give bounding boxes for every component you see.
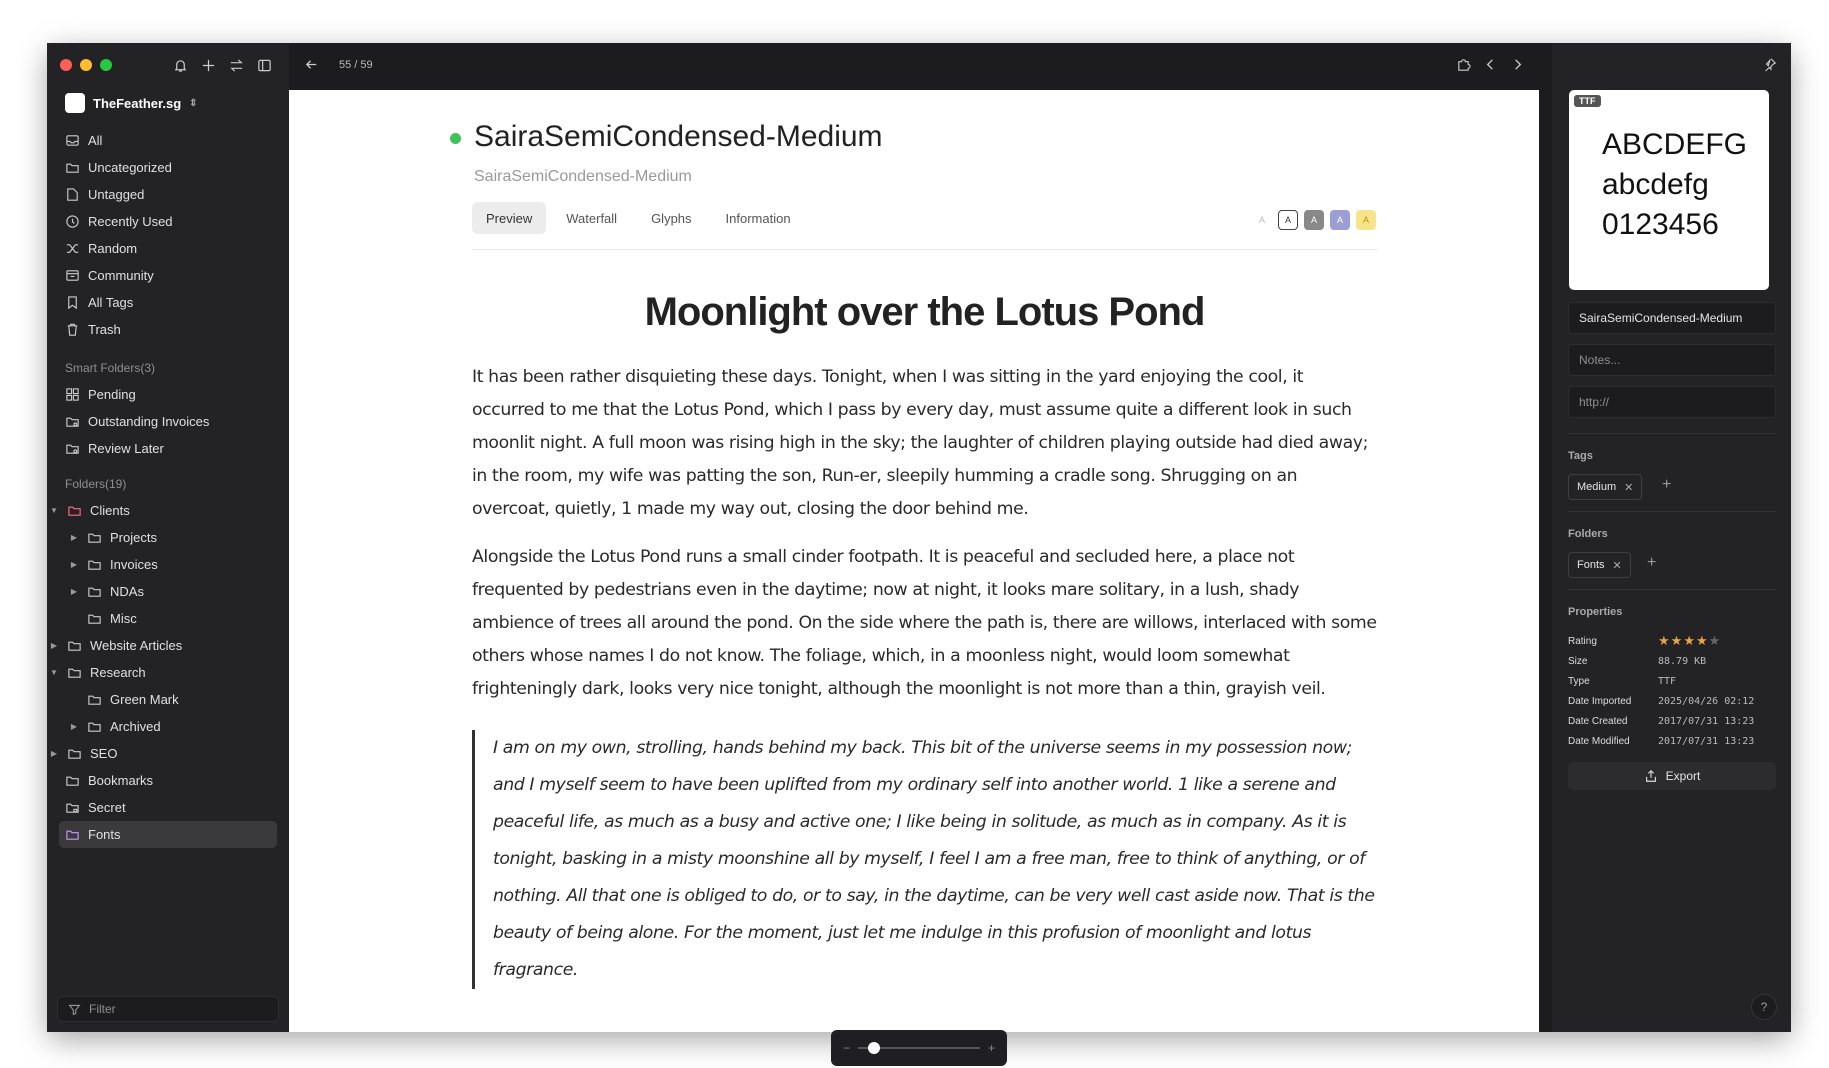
nav-community[interactable]: [59, 262, 277, 289]
nav-label: Misc: [110, 611, 137, 626]
nav-uncategorized[interactable]: [59, 154, 277, 181]
folder-icon: [65, 773, 80, 788]
nav-label: Review Later: [88, 441, 164, 456]
community-icon: [65, 268, 80, 283]
nav-label: SEO: [90, 746, 118, 761]
folder-secret[interactable]: [59, 794, 277, 821]
tag-chip-label: Medium: [1577, 481, 1617, 493]
property-key: Type: [1568, 675, 1590, 687]
nav-label: Clients: [90, 503, 130, 518]
property-row-date-imported: [1568, 691, 1776, 711]
star-filled-icon[interactable]: ★: [1658, 633, 1671, 648]
nav-label: Fonts: [88, 827, 121, 842]
nav-label: Research: [90, 665, 146, 680]
properties-list: [1568, 631, 1776, 751]
nav-label: All: [88, 133, 103, 148]
tab-preview[interactable]: Preview: [472, 202, 546, 234]
folders-nav: [50, 471, 277, 848]
property-key: Date Modified: [1568, 735, 1630, 747]
folder-icon: [67, 503, 82, 518]
minimize-window-button[interactable]: [80, 59, 92, 71]
filter-icon: [68, 1003, 81, 1016]
folder-fonts[interactable]: [59, 821, 277, 848]
tab-waterfall[interactable]: Waterfall: [566, 210, 618, 226]
folder-icon: [65, 160, 80, 175]
help-button[interactable]: ?: [1751, 994, 1777, 1020]
property-row-type: [1568, 671, 1776, 691]
locked-folder-icon: [65, 800, 80, 815]
swap-icon[interactable]: [228, 57, 244, 73]
size-slider-track[interactable]: [858, 1047, 980, 1049]
nav-recently-used[interactable]: [59, 208, 277, 235]
property-row-size: [1568, 651, 1776, 671]
folder-icon: [87, 530, 102, 545]
properties-title: Properties: [1568, 606, 1623, 618]
filter-placeholder: Filter: [89, 1002, 116, 1016]
theme-swatches: [1252, 210, 1376, 230]
folder-clients[interactable]: [49, 497, 277, 524]
status-dot: [450, 133, 461, 144]
name-field[interactable]: SairaSemiCondensed-Medium: [1568, 302, 1776, 334]
property-value: 2017/07/31 13:23: [1658, 715, 1755, 727]
chevron-left-icon[interactable]: [1483, 57, 1498, 77]
add-folder-button[interactable]: +: [1647, 554, 1657, 571]
zoom-window-button[interactable]: [100, 59, 112, 71]
folder-chip[interactable]: [1568, 552, 1631, 578]
close-icon[interactable]: ✕: [1624, 481, 1634, 494]
sidebar-toolbar: [172, 57, 272, 73]
caret-right-icon[interactable]: ▶: [70, 560, 78, 569]
caret-down-icon[interactable]: ▼: [50, 668, 58, 677]
smart-folder-icon: [65, 414, 80, 429]
tabs-divider: [472, 249, 1377, 250]
nav-trash[interactable]: [59, 316, 277, 343]
font-subtitle: SairaSemiCondensed-Medium: [474, 168, 692, 185]
folder-invoices[interactable]: [59, 551, 277, 578]
size-increase-button[interactable]: +: [987, 1041, 995, 1055]
caret-right-icon[interactable]: ▶: [70, 533, 78, 542]
nav-label: Untagged: [88, 187, 145, 202]
thumbnail-line-digits: 0123456: [1602, 208, 1719, 241]
article-heading: Moonlight over the Lotus Pond: [644, 290, 1205, 334]
bell-icon[interactable]: [172, 57, 188, 73]
folder-ndas[interactable]: [59, 578, 277, 605]
nav-label: Projects: [110, 530, 157, 545]
nav-label: Trash: [88, 322, 121, 337]
library-name: TheFeather.sg: [93, 95, 182, 111]
nav-label: Website Articles: [90, 638, 183, 653]
article-quote: I am on my own, strolling, hands behind my back. This bit of the universe seems in my possession now; and I myself seem to have been uplifted from my ordinary self into another world. 1 like a serene and peaceful life, as much as a busy and active one; I like being in solitude, as much as in company. As it is tonight, basking in a misty moonshine all by myself, I feel I am a free man, free to think of anything, or of nothing. All that one is obliged to do, or to say, in the daytime, can be very well cast aside now. That is the beauty of being alone. For the moment, just let me indulge in this profusion of moonlight and lotus fragrance.: [472, 730, 1377, 989]
toolbar-right: [1456, 57, 1525, 77]
folders-title: Folders(19): [65, 477, 127, 491]
folder-icon: [67, 665, 82, 680]
tags-title: Tags: [1568, 450, 1593, 462]
page-counter: 55 / 59: [339, 59, 373, 71]
nav-label: NDAs: [110, 584, 144, 599]
folder-projects[interactable]: [59, 524, 277, 551]
preview-content: [289, 90, 1539, 1055]
export-label: Export: [1665, 769, 1701, 783]
smart-folder-pending[interactable]: [59, 381, 277, 408]
font-thumbnail: [1569, 90, 1769, 290]
back-arrow-icon[interactable]: [304, 57, 319, 77]
folder-icon: [87, 719, 102, 734]
tab-information[interactable]: Information: [725, 210, 791, 226]
clock-icon: [65, 214, 80, 229]
tag-icon: [65, 187, 80, 202]
url-field[interactable]: http://: [1568, 386, 1776, 418]
folder-icon: [87, 557, 102, 572]
nav-untagged[interactable]: [59, 181, 277, 208]
property-key: Date Created: [1568, 715, 1628, 727]
article-paragraph-1: It has been rather disquieting these days. Tonight, when I was sitting in the yard enjoying the cool, it occurred to me that the Lotus Pond, which I pass by every day, must assume quite a different look in such moonlit night. A full moon was rising high in the sky; the laughter of children playing outside had died away; in the room, my wife was patting the son, Run-er, sleepily humming a cradle song. Shrugging on an overcoat, quietly, 1 made my way out, closing the door behind me.: [472, 367, 1369, 519]
size-slider-thumb[interactable]: [868, 1042, 880, 1054]
sample-article: [472, 290, 1377, 989]
grid-icon: [65, 387, 80, 402]
folder-icon: [65, 827, 80, 842]
inspector-panel: [1552, 43, 1791, 1032]
thumbnail-line-upper: ABCDEFG: [1602, 128, 1748, 161]
smart-folders-nav: [59, 355, 277, 462]
folder-green-mark[interactable]: [59, 686, 277, 713]
property-value: 2017/07/31 13:23: [1658, 735, 1755, 747]
property-key: Date Imported: [1568, 695, 1632, 707]
caret-right-icon[interactable]: ▶: [70, 722, 78, 731]
sidebar: [47, 43, 289, 1032]
nav-label: Uncategorized: [88, 160, 172, 175]
add-tag-button[interactable]: +: [1662, 476, 1672, 493]
folder-misc[interactable]: [59, 605, 277, 632]
format-badge: TTF: [1574, 95, 1601, 107]
nav-label: Pending: [88, 387, 136, 402]
property-row-rating: [1568, 631, 1776, 651]
tab-glyphs[interactable]: Glyphs: [651, 210, 692, 226]
nav-label: All Tags: [88, 295, 134, 310]
tag-chip[interactable]: [1568, 474, 1642, 500]
folder-icon: [67, 638, 82, 653]
property-value: TTF: [1658, 675, 1677, 687]
property-value: 2025/04/26 02:12: [1658, 695, 1755, 707]
folders-title: Folders: [1568, 528, 1608, 540]
folder-icon: [87, 692, 102, 707]
property-key: Size: [1568, 655, 1588, 667]
chevron-updown-icon: ⇕: [189, 97, 198, 109]
font-size-slider-bar: [831, 1030, 1007, 1066]
folder-icon: [67, 746, 82, 761]
swatch-yellow[interactable]: A: [1356, 210, 1376, 230]
caret-right-icon[interactable]: ▶: [50, 749, 58, 758]
property-value: 88.79 KB: [1658, 655, 1707, 667]
pin-icon[interactable]: [1763, 57, 1777, 74]
swatch-plain[interactable]: A: [1258, 215, 1265, 225]
nav-label: Outstanding Invoices: [88, 414, 210, 429]
sidebar-toggle-icon[interactable]: [256, 57, 272, 73]
property-key: Rating: [1568, 635, 1597, 647]
smart-folder-icon: [65, 441, 80, 456]
nav-label: Green Mark: [110, 692, 179, 707]
folder-bookmarks[interactable]: [59, 767, 277, 794]
shuffle-icon: [65, 241, 80, 256]
close-window-button[interactable]: [60, 59, 72, 71]
plus-icon[interactable]: [200, 57, 216, 73]
thumbnail-sample: [1602, 125, 1747, 245]
nav-label: Recently Used: [88, 214, 173, 229]
folder-website-articles[interactable]: [49, 632, 277, 659]
view-tabs: [472, 202, 805, 234]
swatch-gray[interactable]: A: [1304, 210, 1324, 230]
star-empty-icon[interactable]: ★: [1708, 633, 1722, 648]
thumbnail-line-lower: abcdefg: [1602, 168, 1709, 201]
filter-input[interactable]: [57, 996, 279, 1022]
bookmark-icon: [65, 295, 80, 310]
star-filled-icon[interactable]: ★: [1670, 633, 1684, 648]
app-window: [47, 43, 1791, 1055]
caret-right-icon[interactable]: ▶: [50, 641, 58, 650]
nav-label: Secret: [88, 800, 126, 815]
size-decrease-button[interactable]: −: [843, 1041, 851, 1055]
folder-icon: [87, 584, 102, 599]
caret-right-icon[interactable]: ▶: [70, 587, 78, 596]
puzzle-icon[interactable]: [1456, 57, 1471, 77]
swatch-outline[interactable]: A: [1278, 210, 1298, 230]
inbox-icon: [65, 133, 80, 148]
folder-archived[interactable]: [59, 713, 277, 740]
chevron-right-icon[interactable]: [1510, 57, 1525, 77]
divider: [1568, 433, 1776, 434]
property-row-date-modified: [1568, 731, 1776, 751]
nav-all[interactable]: [59, 127, 277, 154]
nav-label: Invoices: [110, 557, 158, 572]
divider: [1568, 511, 1776, 512]
upload-icon: [1644, 769, 1658, 783]
library-nav: [59, 127, 277, 343]
article-paragraph-2: Alongside the Lotus Pond runs a small cinder footpath. It is peaceful and secluded here, a place not frequented by pedestrians even in the daytime; now at night, it looks mare solitary, in a lush, shady ambience of trees all around the pond. On the side where the path is, there are willows, interlaced with some others whose names I do not know. The foliage, which, in a moonless night, would loom somewhat frighteningly dark, looks very nice tonight, although the moonlight is not more than a thin, grayish veil.: [472, 547, 1377, 699]
smart-folders-title: Smart Folders(3): [65, 361, 156, 375]
font-title: SairaSemiCondensed-Medium: [474, 120, 883, 153]
nav-all-tags[interactable]: [59, 289, 277, 316]
notes-field[interactable]: Notes...: [1568, 344, 1776, 376]
close-icon[interactable]: ✕: [1612, 559, 1622, 572]
caret-down-icon[interactable]: ▼: [50, 506, 58, 515]
top-toolbar: [289, 43, 1539, 90]
divider: [1568, 589, 1776, 590]
nav-label: Community: [88, 268, 154, 283]
nav-random[interactable]: [59, 235, 277, 262]
property-row-date-created: [1568, 711, 1776, 731]
smart-folder-outstanding-invoices[interactable]: [59, 408, 277, 435]
library-switcher[interactable]: [65, 93, 198, 113]
folder-seo[interactable]: [49, 740, 277, 767]
smart-folder-review-later[interactable]: [59, 435, 277, 462]
folder-chip-label: Fonts: [1577, 559, 1605, 571]
swatch-purple[interactable]: A: [1330, 210, 1350, 230]
star-filled-icon[interactable]: ★: [1695, 633, 1709, 648]
library-logo: [65, 93, 85, 113]
folder-research[interactable]: [49, 659, 277, 686]
window-controls: [60, 59, 112, 71]
nav-label: Bookmarks: [88, 773, 154, 788]
star-filled-icon[interactable]: ★: [1683, 633, 1696, 648]
export-button[interactable]: [1568, 762, 1776, 790]
nav-label: Archived: [110, 719, 161, 734]
nav-label: Random: [88, 241, 138, 256]
folder-icon: [87, 611, 102, 626]
trash-icon: [65, 322, 80, 337]
rating-stars[interactable]: [1658, 633, 1721, 649]
